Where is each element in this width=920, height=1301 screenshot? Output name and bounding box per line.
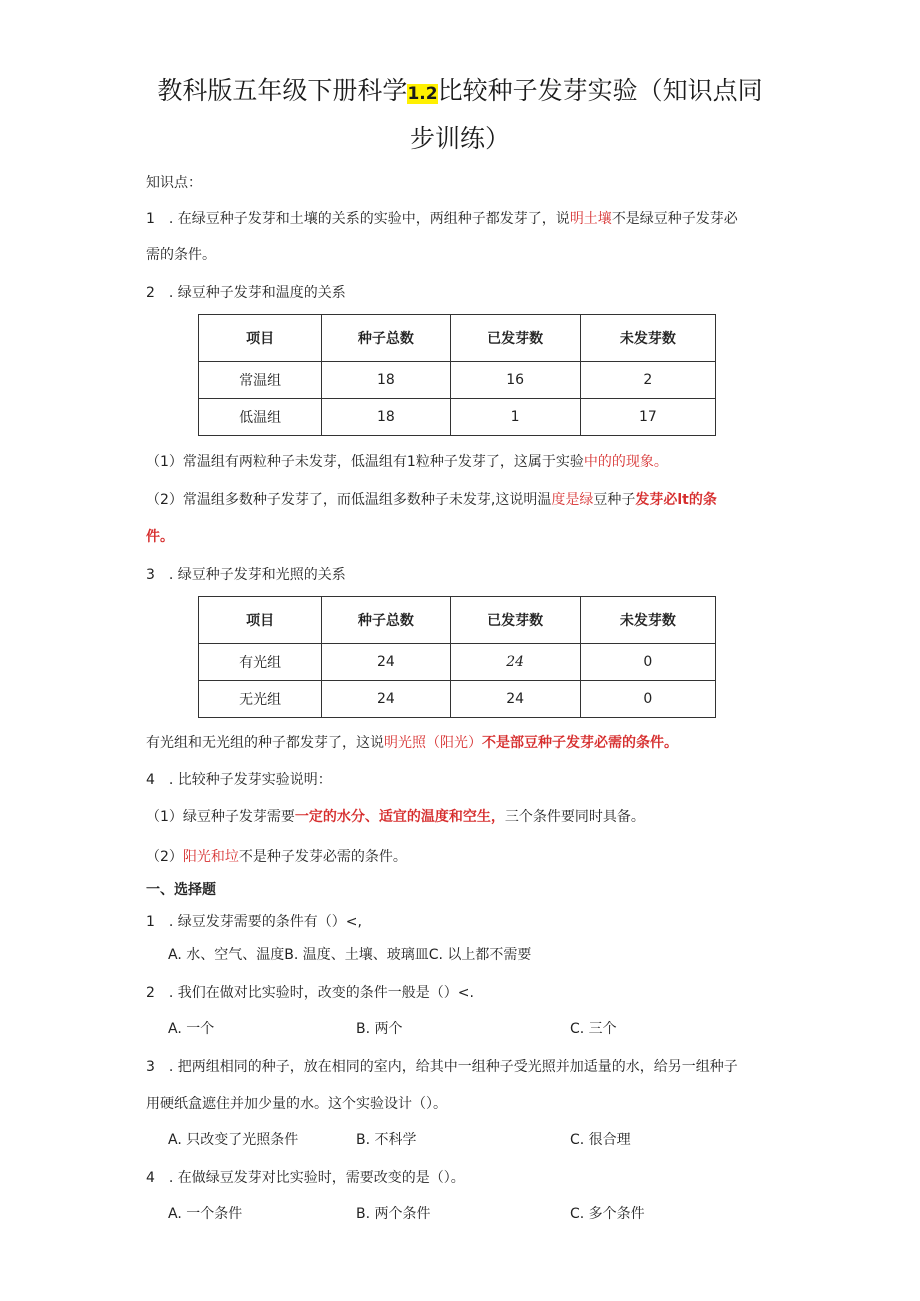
question-2-option-c: C. 三个 — [570, 1021, 617, 1037]
question-3-option-a: A. 只改变了光照条件 — [168, 1132, 299, 1148]
table-cell: 无光组 — [199, 681, 322, 718]
k4-note-1-text: （1）绿豆种子发芽需要 — [146, 809, 295, 825]
k3-note-text: 有光组和无光组的种子都发芽了，这说 — [146, 735, 384, 751]
question-4-stem: 4 . 在做绿豆发芽对比实验时，需要改变的是（）。 — [146, 1170, 465, 1186]
table-cell: 24 — [450, 644, 580, 681]
table-header-cell: 未发芽数 — [580, 597, 715, 644]
question-3-option-c: C. 很合理 — [570, 1132, 631, 1148]
k2-note-2 — [146, 490, 717, 510]
k4-note-2-text-b: 不是种子发芽必需的条件。 — [238, 849, 407, 865]
k2-note-1 — [146, 452, 668, 472]
question-4-option-c: C. 多个条件 — [570, 1206, 645, 1222]
table-cell: 低温组 — [199, 399, 322, 436]
title-text-rest: 比较种子发芽实验（知识点同 — [437, 76, 763, 105]
table-row — [199, 644, 716, 681]
table-header-cell: 种子总数 — [322, 597, 450, 644]
table-cell: 16 — [450, 362, 580, 399]
knowledge-item-1 — [146, 209, 738, 229]
table-header-cell: 项目 — [199, 597, 322, 644]
knowledge-label: 知识点： — [146, 175, 202, 191]
k4-note-1 — [146, 807, 645, 827]
table-cell: 24 — [322, 681, 450, 718]
table-cell: 2 — [580, 362, 715, 399]
k1-text: 1 . 在绿豆种子发芽和土壤的关系的实验中，两组种子都发芽了，说 — [146, 211, 570, 227]
table-header-cell: 未发芽数 — [580, 315, 715, 362]
question-2-option-a: A. 一个 — [168, 1021, 215, 1037]
document-title-line2: 步训练） — [409, 124, 510, 153]
section-heading: 一、选择题 — [146, 882, 216, 898]
table-header-row — [199, 315, 716, 362]
knowledge-item-1-line2: 需的条件。 — [146, 247, 216, 263]
table-cell: 有光组 — [199, 644, 322, 681]
table-header-cell: 已发芽数 — [450, 315, 580, 362]
question-4-option-a: A. 一个条件 — [168, 1206, 243, 1222]
question-1-options: A. 水、空气、温度B. 温度、土壤、玻璃皿C. 以上都不需要 — [168, 947, 532, 963]
table-header-cell: 项目 — [199, 315, 322, 362]
table-cell: 1 — [450, 399, 580, 436]
k2-note-2-text: （2）常温组多数种子发芽了，而低温组多数种子未发芽,这说明温 — [146, 492, 552, 508]
k3-note-red-bold: 不是部豆种子发芽必需的条件。 — [482, 735, 678, 751]
question-3-stem-line2: 用硬纸盒遮住并加少量的水。这个实验设计（）。 — [146, 1096, 447, 1112]
table-header-cell: 种子总数 — [322, 315, 450, 362]
question-2-stem: 2 . 我们在做对比实验时，改变的条件一般是（）<. — [146, 985, 474, 1001]
k2-note-2-text-b: 豆种子 — [593, 492, 636, 508]
k2-note-1-red: 中的的现象。 — [583, 454, 668, 470]
question-3-stem: 3 . 把两组相同的种子，放在相同的室内，给其中一组种子受光照并加适量的水，给另一组种子 — [146, 1059, 738, 1075]
k2-note-2-line2: 件。 — [146, 529, 174, 545]
table-cell: 24 — [322, 644, 450, 681]
question-1-stem: 1 . 绿豆发芽需要的条件有（）<, — [146, 914, 362, 930]
table-header-cell: 已发芽数 — [450, 597, 580, 644]
k2-note-2-red: 度是绿 — [551, 492, 594, 508]
k4-note-1-red-bold: 一定的水分、适宜的温度和空生， — [294, 809, 505, 825]
light-table — [198, 596, 716, 718]
table-cell: 17 — [580, 399, 715, 436]
question-3-option-b: B. 不科学 — [356, 1132, 417, 1148]
title-text: 教科版五年级下册科学 — [157, 76, 408, 105]
k4-note-2 — [146, 847, 407, 867]
table-cell: 常温组 — [199, 362, 322, 399]
knowledge-item-2-heading: 2 . 绿豆种子发芽和温度的关系 — [146, 285, 346, 301]
k4-note-2-text: （2） — [146, 849, 183, 865]
k2-note-2-red-bold: 发芽必lt的条 — [635, 492, 717, 508]
table-row — [199, 399, 716, 436]
question-2-option-b: B. 两个 — [356, 1021, 403, 1037]
knowledge-item-4-heading: 4 . 比较种子发芽实验说明： — [146, 772, 332, 788]
temperature-table — [198, 314, 716, 436]
k1-text-b: 不是绿豆种子发芽必 — [611, 211, 738, 227]
k4-note-1-text-b: 三个条件要同时具备。 — [504, 809, 645, 825]
table-cell: 18 — [322, 399, 450, 436]
table-row — [199, 681, 716, 718]
k3-note-red: 明光照（阳光） — [384, 735, 482, 751]
table-cell: 24 — [450, 681, 580, 718]
table-row — [199, 362, 716, 399]
question-4-option-b: B. 两个条件 — [356, 1206, 431, 1222]
table-header-row — [199, 597, 716, 644]
k1-red: 明土壤 — [569, 211, 612, 227]
k2-note-1-text: （1）常温组有两粒种子未发芽，低温组有1粒种子发芽了，这属于实验 — [146, 454, 584, 470]
table-cell: 18 — [322, 362, 450, 399]
k4-note-2-red: 阳光和垃 — [182, 849, 239, 865]
k3-note — [146, 733, 678, 753]
knowledge-item-3-heading: 3 . 绿豆种子发芽和光照的关系 — [146, 567, 346, 583]
table-cell: 0 — [580, 681, 715, 718]
title-highlight: 1.2 — [407, 84, 438, 104]
document-title — [0, 76, 920, 109]
table-cell: 0 — [580, 644, 715, 681]
